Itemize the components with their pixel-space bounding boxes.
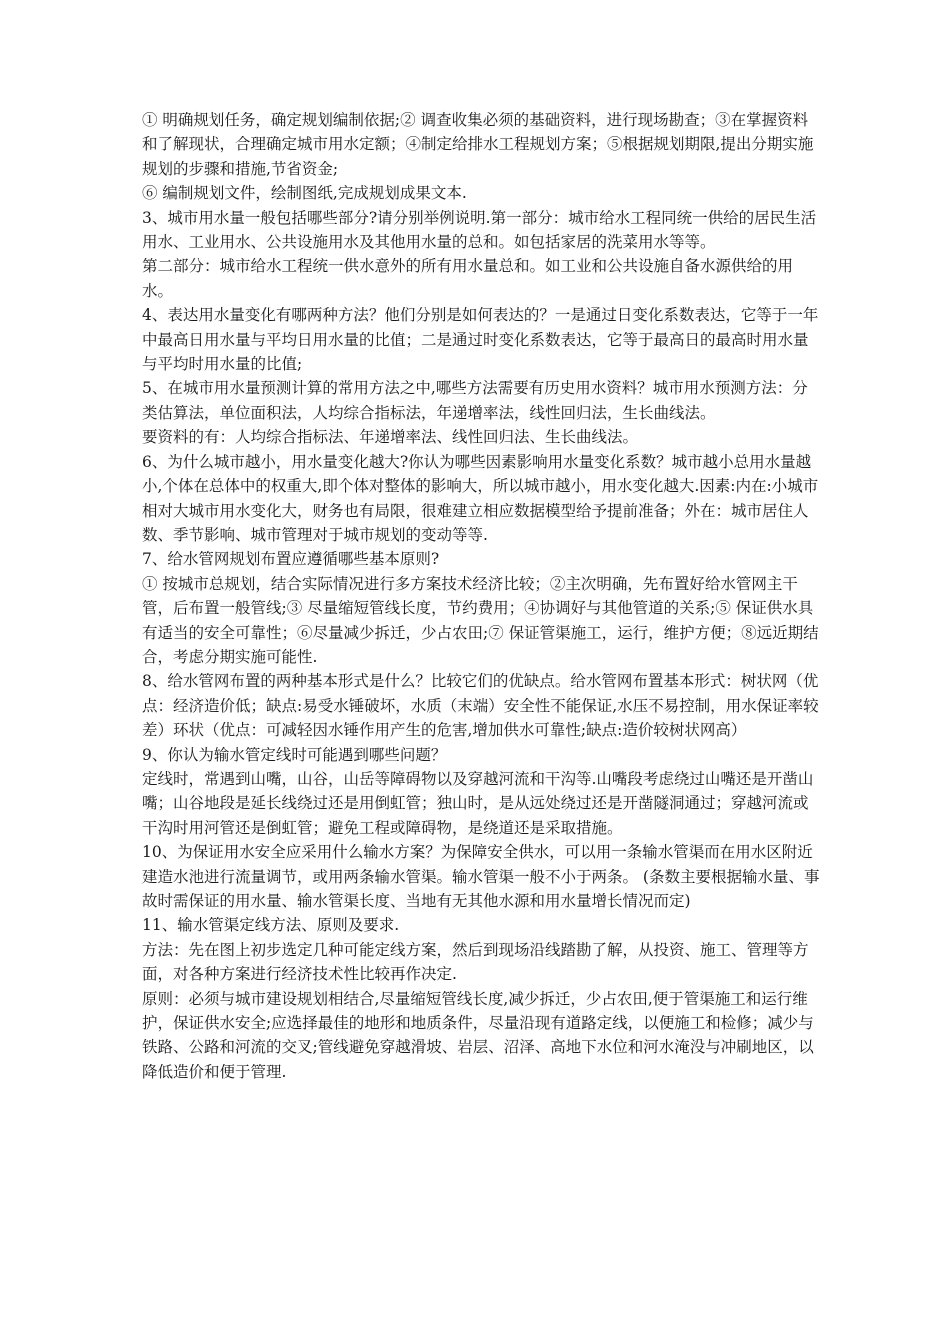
document-body — [142, 108, 820, 1084]
paragraph-q11-heading: 11、输水管渠定线方法、原则及要求. — [142, 916, 400, 935]
paragraph-q7-answer: ① 按城市总规划，结合实际情况进行多方案技术经济比较；②主次明确，先布置好给水管网主干管，后布置一般管线;③ 尽量缩短管线长度，节约费用；④协调好与其他管道的关系;⑤ 保证供水具有适当的安全可靠性；⑥尽量减少拆迁，少占农田;⑦ 保证管渠施工，运行，维护方便；⑧远近期结合，考虑分期实施可能性. — [142, 574, 819, 666]
paragraph-q11-principle: 原则：必须与城市建设规划相结合,尽量缩短管线长度,减少拆迁，少占农田,便于管渠施工和运行维护，保证供水安全;应选择最佳的地形和地质条件，尽量沿现有道路定线，以便施工和检修；减少与铁路、公路和河流的交叉;管线避免穿越滑坡、岩层、沼泽、高地下水位和河水淹没与冲刷地区，以降低造价和便于管理. — [142, 989, 814, 1081]
paragraph-planning-step-6: ⑥ 编制规划文件，绘制图纸,完成规划成果文本. — [142, 184, 467, 203]
paragraph-q3-part2: 第二部分：城市给水工程统一供水意外的所有用水量总和。如工业和公共设施自备水源供给的用水。 — [142, 257, 794, 300]
paragraph-q5: 5、在城市用水量预测计算的常用方法之中,哪些方法需要有历史用水资料？城市用水预测方法：分类估算法，单位面积法，人均综合指标法，年递增率法，线性回归法，生长曲线法。 — [142, 379, 808, 422]
paragraph-q5-answer: 要资料的有：人均综合指标法、年递增率法、线性回归法、生长曲线法。 — [142, 428, 639, 447]
paragraph-q7-heading: 7、给水管网规划布置应遵循哪些基本原则? — [142, 550, 440, 569]
paragraph-q10: 10、为保证用水安全应采用什么输水方案？为保障安全供水，可以用一条输水管渠而在用水区附近建造水池进行流量调节，或用两条输水管渠。输水管渠一般不小于两条。 (条数主要根据输水量、事故时需保证的用水量、输水管渠长度、当地有无其他水源和用水量增长情况而定) — [142, 843, 820, 910]
paragraph-planning-steps: ① 明确规划任务，确定规划编制依据;② 调查收集必须的基础资料，进行现场勘查；③在掌握资料和了解现状，合理确定城市用水定额；④制定给排水工程规划方案；⑤根据规划期限,提出分期实施规划的步骤和措施,节省资金; — [142, 111, 814, 178]
paragraph-q9-answer: 定线时，常遇到山嘴，山谷，山岳等障碍物以及穿越河流和干沟等.山嘴段考虑绕过山嘴还是开凿山嘴；山谷地段是延长线绕过还是用倒虹管；独山时，是从远处绕过还是开凿隧洞通过；穿越河流或干沟时用河管还是倒虹管；避免工程或障碍物，是绕道还是采取措施。 — [142, 769, 814, 837]
paragraph-q8: 8、给水管网布置的两种基本形式是什么？比较它们的优缺点。给水管网布置基本形式：树状网（优点：经济造价低；缺点:易受水锤破坏，水质（末端）安全性不能保证,水压不易控制，用水保证率较差）环状（优点：可减轻因水锤作用产生的危害,增加供水可靠性;缺点:造价较树状网高） — [142, 672, 819, 740]
paragraph-q3: 3、城市用水量一般包括哪些部分?请分别举例说明.第一部分：城市给水工程同统一供给的居民生活用水、工业用水、公共设施用水及其他用水量的总和。如包括家居的洗菜用水等等。 — [142, 208, 817, 252]
paragraph-q4: 4、表达用水量变化有哪两种方法？他们分别是如何表达的？一是通过日变化系数表达，它等于一年中最高日用水量与平均日用水量的比值；二是通过时变化系数表达，它等于最高日的最高时用水量与平均时用水量的比值; — [142, 306, 819, 374]
paragraph-q9-heading: 9、你认为输水管定线时可能遇到哪些问题？ — [142, 745, 447, 764]
paragraph-q11-method: 方法：先在图上初步选定几种可能定线方案，然后到现场沿线踏勘了解，从投资、施工、管理等方面，对各种方案进行经济技术性比较再作决定. — [142, 940, 809, 984]
paragraph-q6: 6、为什么城市越小，用水量变化越大?你认为哪些因素影响用水量变化系数？城市越小总用水量越小,个体在总体中的权重大,即个体对整体的影响大，所以城市越小，用水变化越大.因素:内在:小城市相对大城市用水变化大，财务也有局限，很难建立相应数据模型给予提前准备；外在：城市居住人数、季节影响、城市管理对于城市规划的变动等等. — [142, 452, 819, 544]
